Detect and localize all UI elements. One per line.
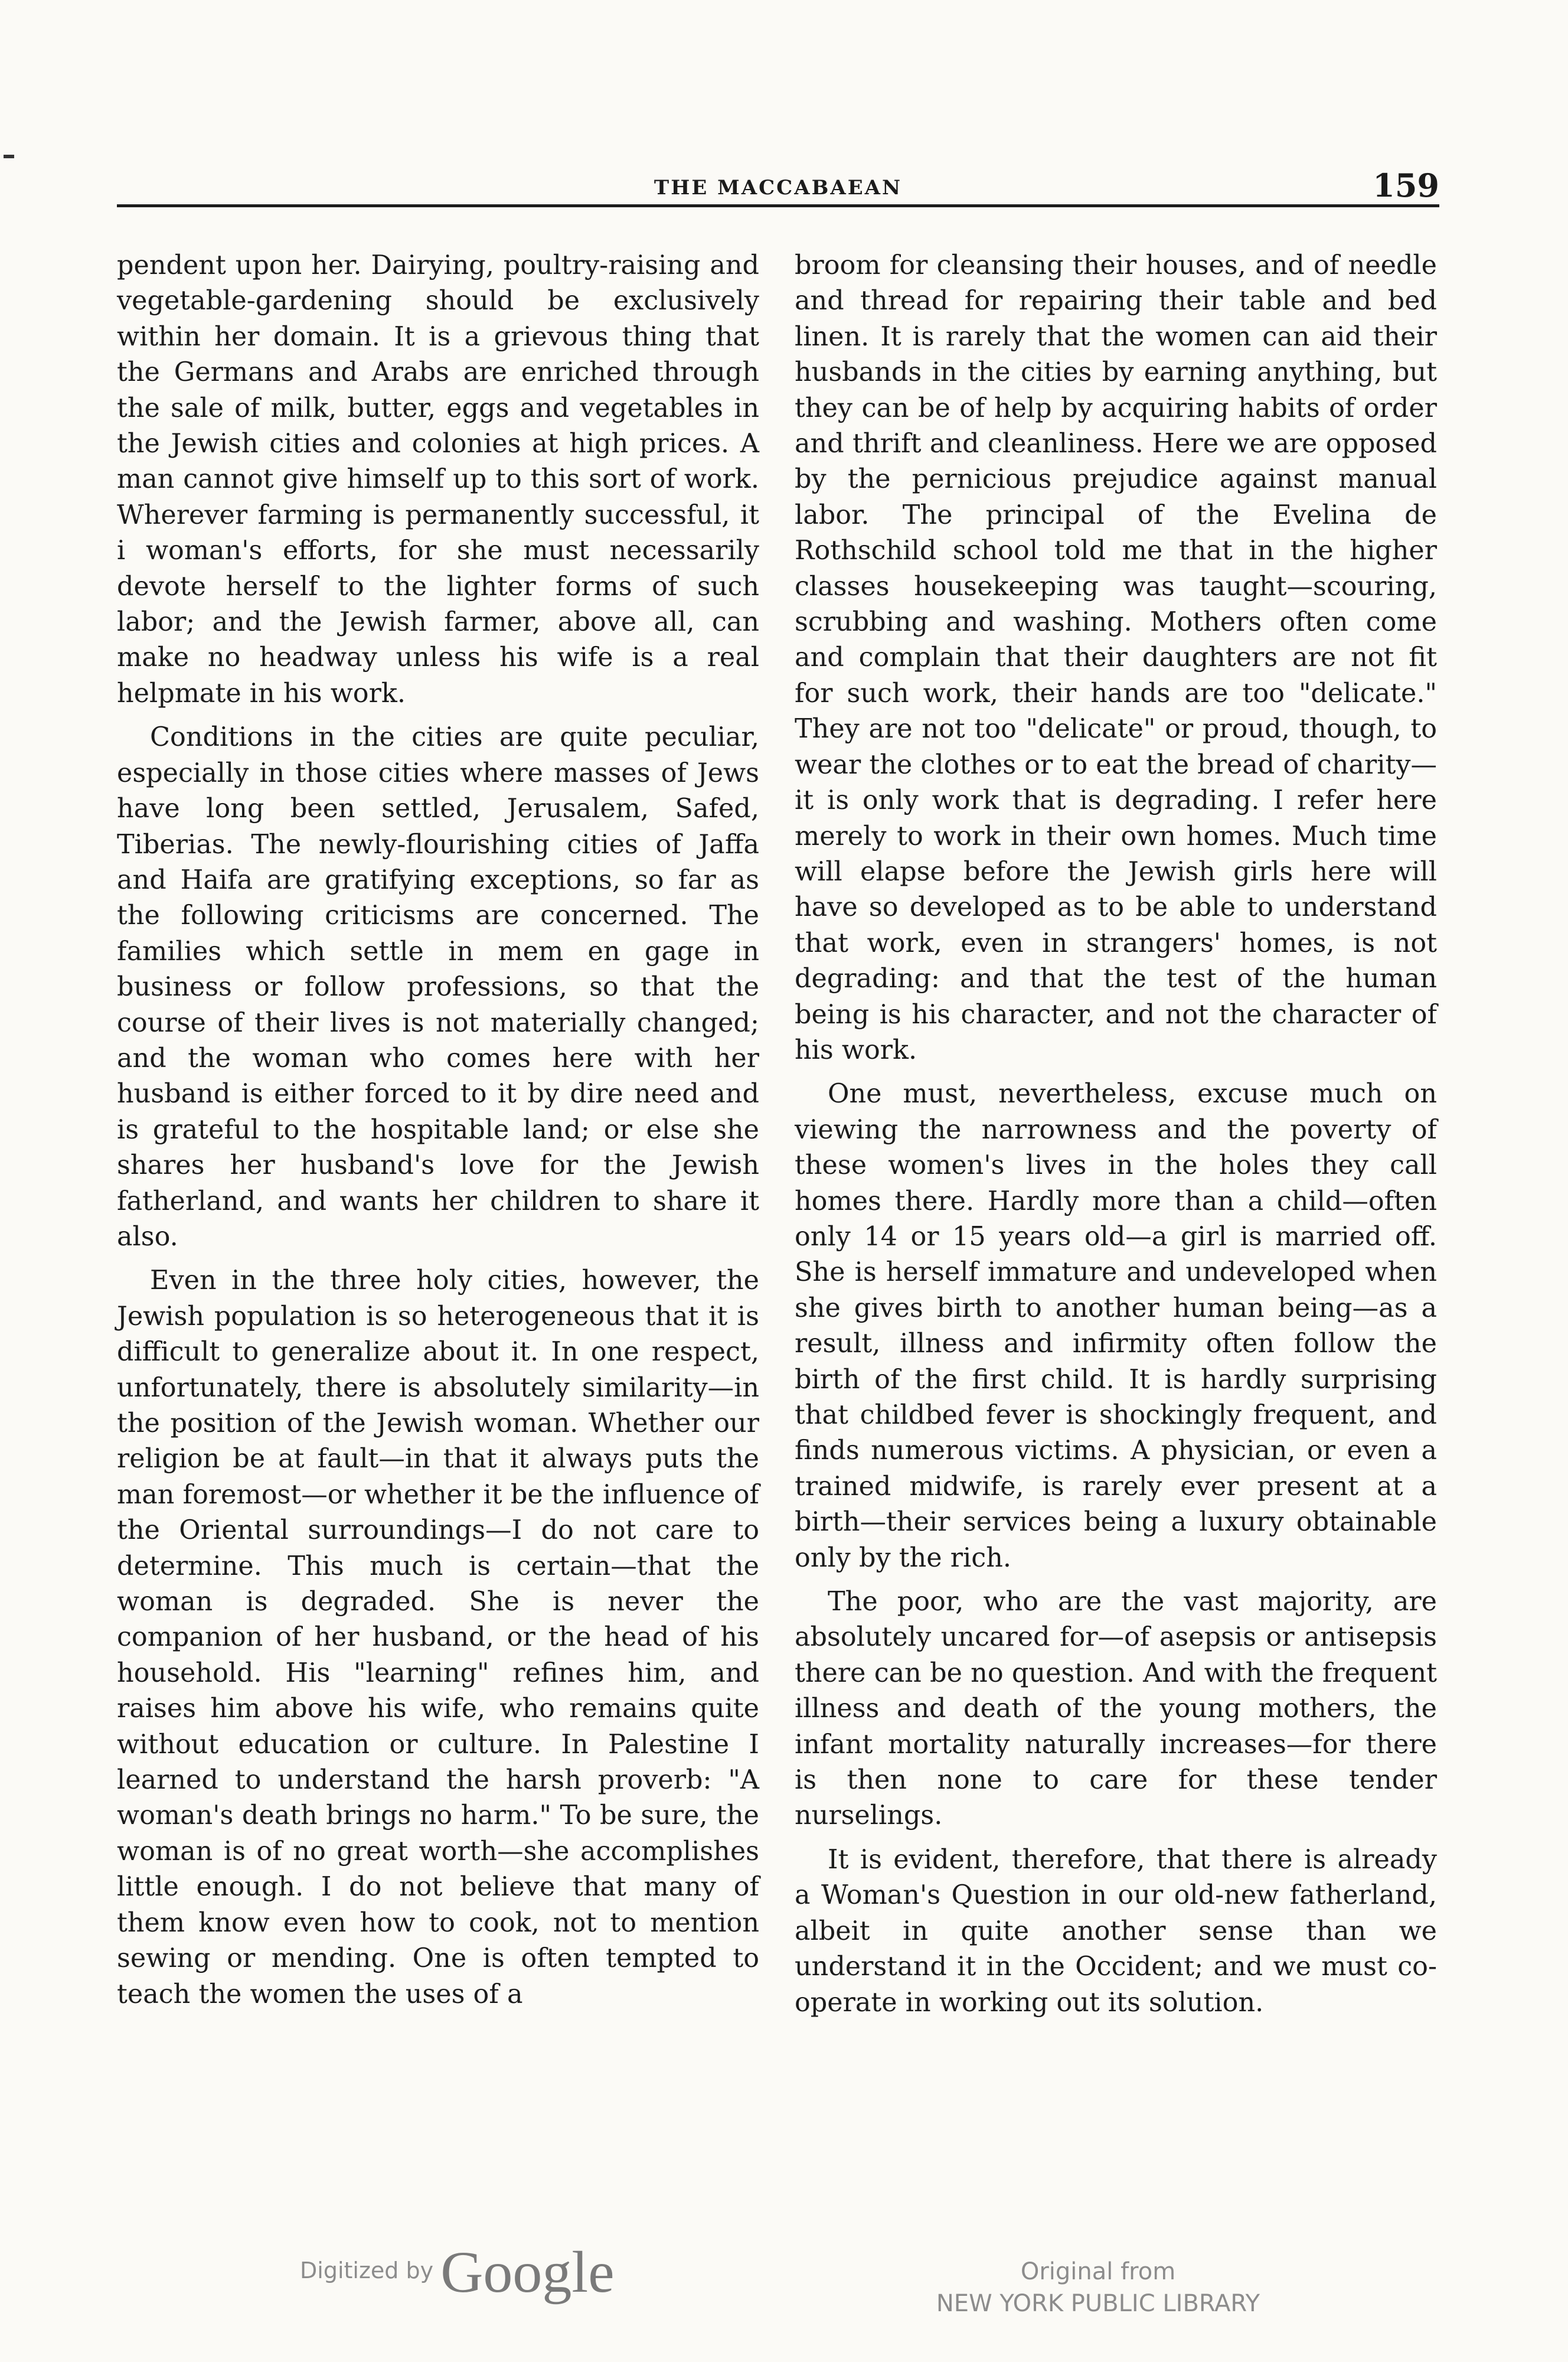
page-header bbox=[117, 167, 1439, 207]
digitized-by-watermark bbox=[300, 2238, 615, 2306]
right-column bbox=[795, 248, 1437, 2029]
left-column bbox=[117, 248, 759, 2021]
digitized-by-label: Digitized by bbox=[300, 2257, 434, 2283]
paragraph: Even in the three holy cities, however, the Jewish population is so heterogeneous that it is difficult to generalize about it. In one respect, unfortunately, there is absolutely similarity—in the position of the Jewish woman. Whether our religion be at fault—in that it always puts the man foremost—or whether it be the influence of the Oriental surroundings—I do not care to determine. This much is certain—that the woman is degraded. She is never the companion of her husband, or the head of his household. His "learning" refines him, and raises him above his wife, who remains quite without education or culture. In Palestine I learned to understand the harsh proverb: "A woman's death brings no harm." To be sure, the woman is of no great worth—she accomplishes little enough. I do not believe that many of them know even how to cook, not to mention sewing or mending. One is often tempted to teach the women the uses of a bbox=[117, 1265, 759, 2009]
running-head: THE MACCABAEAN bbox=[654, 176, 903, 200]
paragraph: It is evident, therefore, that there is already a Woman's Question in our old-new fatherland, albeit in quite another sense than we understand it in the Occident; and we must co-operate in working out its solution. bbox=[795, 1844, 1437, 2018]
google-logo: Google bbox=[440, 2239, 615, 2305]
page-number: 159 bbox=[1373, 167, 1439, 204]
original-source-note bbox=[909, 2256, 1287, 2319]
paragraph: broom for cleansing their houses, and of needle and thread for repairing their table and bed linen. It is rarely that the women can aid their husbands in the cities by earning anything, but they can be of help by acquiring habits of order and thrift and cleanliness. Here we are opposed by the pernicious prejudice against manual labor. The principal of the Evelina de Rothschild school told me that in the higher classes housekeeping was taught—scouring, scrubbing and washing. Mothers often come and complain that their daughters are not fit for such work, their hands are too "delicate." They are not too "delicate" or proud, though, to wear the clothes or to eat the bread of charity—it is only work that is degrading. I refer here merely to work in their own homes. Much time will elapse before the Jewish girls here will have so developed as to be able to understand that work, even in strangers' homes, is not degrading: and that the test of the human being is his character, and not the character of his work. bbox=[795, 250, 1437, 1065]
margin-mark bbox=[4, 155, 14, 158]
original-from-label: Original from bbox=[1020, 2258, 1176, 2285]
paragraph: pendent upon her. Dairying, poultry-raising and vegetable-gardening should be exclusively within her domain. It is a grievous thing that the Germans and Arabs are enriched through the sale of milk, butter, eggs and vegetables in the Jewish cities and colonies at high prices. A man cannot give himself up to this sort of work. Wherever farming is permanently successful, it i woman's efforts, for she must necessarily devote herself to the lighter forms of such labor; and the Jewish farmer, above all, can make no headway unless his wife is a real helpmate in his work. bbox=[117, 250, 759, 709]
paragraph: One must, nevertheless, excuse much on viewing the narrowness and the poverty of these women's lives in the holes they call homes there. Hardly more than a child—often only 14 or 15 years old—a girl is married off. She is herself immature and undeveloped when she gives birth to another human being—as a result, illness and infirmity often follow the birth of the first child. It is hardly surprising that childbed fever is shockingly frequent, and finds numerous victims. A physician, or even a trained midwife, is rarely ever present at a birth—their services being a luxury obtainable only by the rich. bbox=[795, 1079, 1437, 1573]
library-name: NEW YORK PUBLIC LIBRARY bbox=[936, 2290, 1260, 2317]
paragraph: Conditions in the cities are quite peculiar, especially in those cities where masses of Jews have long been settled, Jerusalem, Safed, Tiberias. The newly-flourishing cities of Jaffa and Haifa are gratifying exceptions, so far as the following criticisms are concerned. The families which settle in mem en gage in business or follow professions, so that the course of their lives is not materially changed; and the woman who comes here with her husband is either forced to it by dire need and is grateful to the hospitable land; or else she shares her husband's love for the Jewish fatherland, and wants her children to share it also. bbox=[117, 722, 759, 1252]
paragraph: The poor, who are the vast majority, are absolutely uncared for—of asepsis or antisepsis there can be no question. And with the frequent illness and death of the young mothers, the infant mortality naturally increases—for there is then none to care for these tender nurselings. bbox=[795, 1587, 1437, 1831]
